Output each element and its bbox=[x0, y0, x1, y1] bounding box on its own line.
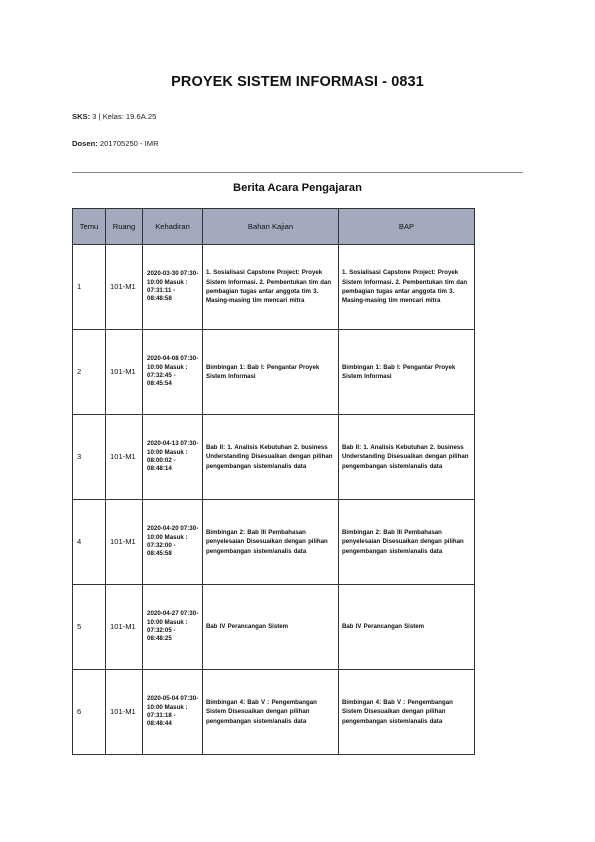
cell-temu: 2 bbox=[73, 330, 106, 415]
cell-bahan-kajian: Bimbingan 2: Bab III Pembahasan penyelesaian Disesuaikan dengan pilihan pengembangan sistem/analis data bbox=[203, 500, 339, 585]
cell-ruang: 101-M1 bbox=[106, 245, 143, 330]
dosen-label: Dosen: bbox=[72, 139, 98, 148]
cell-bahan-kajian: Bab IV Perancangan Sistem bbox=[203, 585, 339, 670]
table-row bbox=[73, 500, 475, 585]
cell-bahan-kajian: 1. Sosialisasi Capstone Project: Proyek Sistem Informasi. 2. Pembentukan tim dan pembagian tugas antar anggota tim 3. Masing-masing tim mencari mitra bbox=[203, 245, 339, 330]
cell-kehadiran: 2020-04-08 07:30-10:00 Masuk : 07:32:45 - 08:45:54 bbox=[143, 330, 203, 415]
sks-kelas-line bbox=[72, 112, 156, 121]
sks-label: SKS: bbox=[72, 112, 91, 121]
col-header-bahan-kajian: Bahan Kajian bbox=[203, 209, 339, 245]
bap-table bbox=[72, 208, 475, 755]
cell-bap: Bab II: 1. Analisis Kebutuhan 2. business Understanding Disesuaikan dengan pilihan pengembangan sistem/analis data bbox=[339, 415, 475, 500]
table-row bbox=[73, 670, 475, 755]
cell-ruang: 101-M1 bbox=[106, 415, 143, 500]
cell-bap: Bimbingan 1: Bab I: Pengantar Proyek Sistem Informasi bbox=[339, 330, 475, 415]
col-header-kehadiran: Kehadiran bbox=[143, 209, 203, 245]
cell-kehadiran: 2020-04-27 07:30-10:00 Masuk : 07:32:05 - 08:48:25 bbox=[143, 585, 203, 670]
cell-bap: Bimbingan 2: Bab III Pembahasan penyelesaian Disesuaikan dengan pilihan pengembangan sistem/analis data bbox=[339, 500, 475, 585]
cell-kehadiran: 2020-03-30 07:30-10:00 Masuk : 07:31:11 - 08:48:58 bbox=[143, 245, 203, 330]
page-title: PROYEK SISTEM INFORMASI - 0831 bbox=[171, 74, 424, 90]
cell-ruang: 101-M1 bbox=[106, 330, 143, 415]
col-header-ruang: Ruang bbox=[106, 209, 143, 245]
cell-bap: Bimbingan 4: Bab V : Pengembangan Sistem Disesuaikan dengan pilihan pengembangan sistem/analis data bbox=[339, 670, 475, 755]
cell-temu: 4 bbox=[73, 500, 106, 585]
cell-bap: 1. Sosialisasi Capstone Project: Proyek Sistem Informasi. 2. Pembentukan tim dan pembagian tugas antar anggota tim 3. Masing-masing tim mencari mitra bbox=[339, 245, 475, 330]
sks-kelas-value: 3 | Kelas: 19.6A.25 bbox=[92, 112, 157, 121]
cell-temu: 6 bbox=[73, 670, 106, 755]
table-row bbox=[73, 245, 475, 330]
table-row bbox=[73, 330, 475, 415]
col-header-temu: Temu bbox=[73, 209, 106, 245]
dosen-value: 201705250 - IMR bbox=[99, 139, 159, 148]
cell-ruang: 101-M1 bbox=[106, 500, 143, 585]
cell-temu: 3 bbox=[73, 415, 106, 500]
table-row bbox=[73, 585, 475, 670]
dosen-line bbox=[72, 139, 159, 148]
col-header-bap: BAP bbox=[339, 209, 475, 245]
table-header-row bbox=[73, 209, 475, 245]
cell-kehadiran: 2020-05-04 07:30-10:00 Masuk : 07:31:18 - 08:48:44 bbox=[143, 670, 203, 755]
section-title: Berita Acara Pengajaran bbox=[233, 182, 362, 194]
cell-bahan-kajian: Bimbingan 1: Bab I: Pengantar Proyek Sistem Informasi bbox=[203, 330, 339, 415]
cell-kehadiran: 2020-04-13 07:30-10:00 Masuk : 08:00:02 - 08:48:14 bbox=[143, 415, 203, 500]
cell-temu: 5 bbox=[73, 585, 106, 670]
cell-bahan-kajian: Bimbingan 4: Bab V : Pengembangan Sistem Disesuaikan dengan pilihan pengembangan sistem/analis data bbox=[203, 670, 339, 755]
separator-line bbox=[72, 172, 523, 173]
cell-temu: 1 bbox=[73, 245, 106, 330]
cell-kehadiran: 2020-04-20 07:30-10:00 Masuk : 07:32:00 - 08:45:58 bbox=[143, 500, 203, 585]
cell-ruang: 101-M1 bbox=[106, 585, 143, 670]
table-row bbox=[73, 415, 475, 500]
cell-bap: Bab IV Perancangan Sistem bbox=[339, 585, 475, 670]
cell-ruang: 101-M1 bbox=[106, 670, 143, 755]
cell-bahan-kajian: Bab II: 1. Analisis Kebutuhan 2. business Understanding Disesuaikan dengan pilihan pengembangan sistem/analis data bbox=[203, 415, 339, 500]
